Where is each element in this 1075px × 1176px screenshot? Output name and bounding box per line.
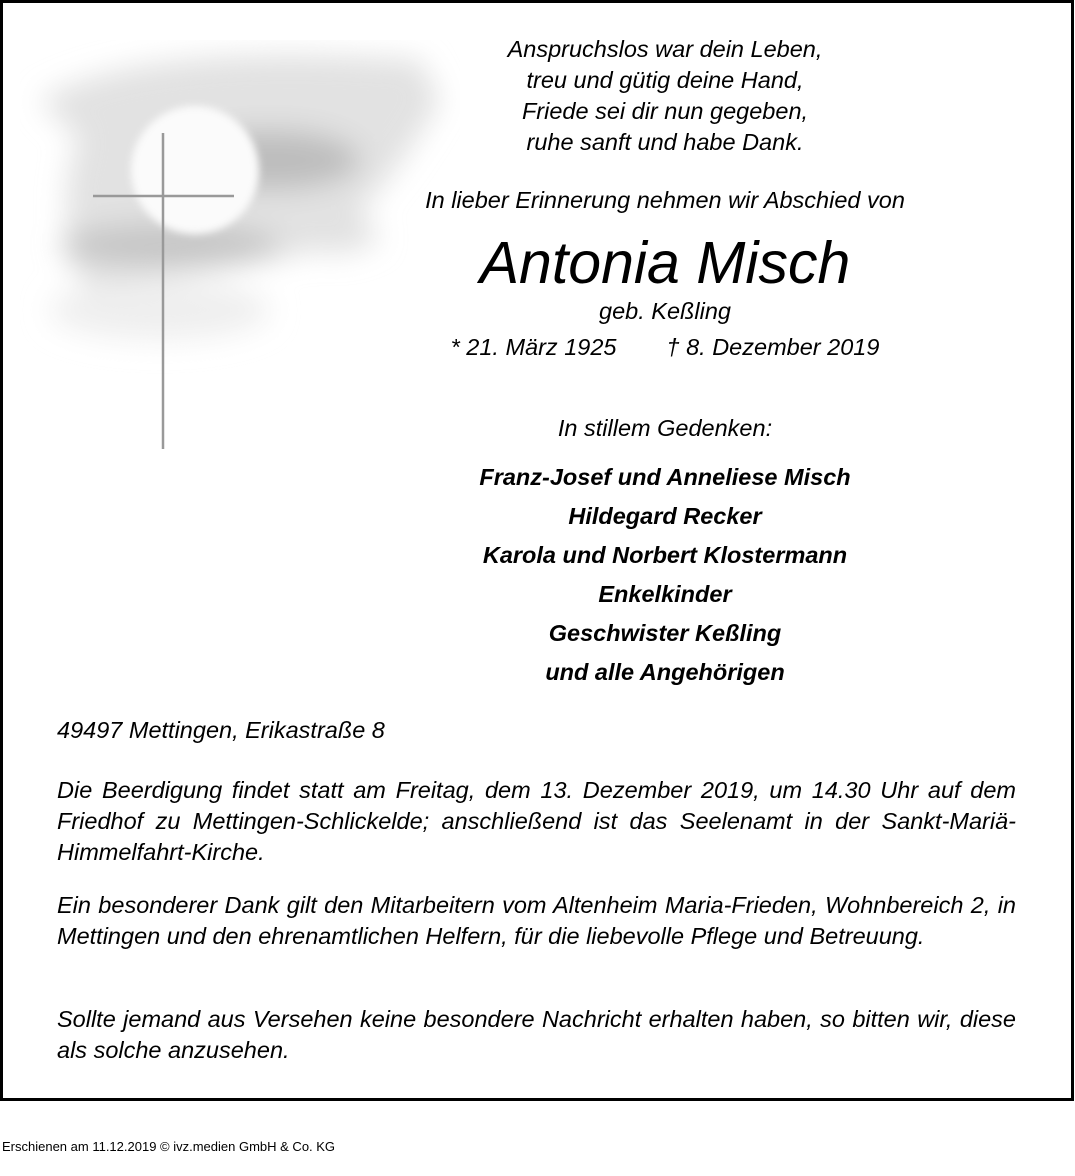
- mourner: Franz-Josef und Anneliese Misch: [479, 464, 851, 490]
- moon: [131, 106, 259, 234]
- mourners-list: [300, 458, 1030, 692]
- mourner: und alle Angehörigen: [545, 659, 785, 685]
- poem-line: Friede sei dir nun gegeben,: [521, 98, 809, 124]
- poem: [300, 34, 1030, 158]
- intro-text: In lieber Erinnerung nehmen wir Abschied von: [425, 187, 905, 213]
- poem-line: Anspruchslos war dein Leben,: [507, 36, 823, 62]
- mourner: Karola und Norbert Klostermann: [482, 542, 848, 568]
- notice-text: Sollte jemand aus Versehen keine besondere Nachricht erhalten haben, so bitten wir, diese als solche anzusehen.: [57, 1006, 1016, 1063]
- funeral-info: Die Beerdigung findet statt am Freitag, dem 13. Dezember 2019, um 14.30 Uhr auf dem Friedhof zu Mettingen-Schlickelde; anschließend ist das Seelenamt in der Sankt-Mariä-Himmelfahrt-Kirche.: [57, 777, 1016, 865]
- deceased-name: Antonia Misch: [479, 230, 851, 296]
- poem-line: ruhe sanft und habe Dank.: [526, 129, 804, 155]
- death-date: † 8. Dezember 2019: [666, 334, 880, 360]
- poem-line: treu und gütig deine Hand,: [526, 67, 804, 93]
- publication-footer: Erschienen am 11.12.2019 © ivz.medien GmbH & Co. KG: [2, 1139, 336, 1154]
- birth-date: * 21. März 1925: [450, 334, 617, 360]
- gedenken-label: In stillem Gedenken:: [557, 415, 773, 441]
- mourner: Enkelkinder: [598, 581, 732, 607]
- thanks-text: Ein besonderer Dank gilt den Mitarbeitern vom Altenheim Maria-Frieden, Wohnbereich 2, in Mettingen und den ehrenamtlichen Helfern, für die liebevolle Pflege und Betreuung.: [57, 892, 1016, 949]
- address: 49497 Mettingen, Erikastraße 8: [57, 717, 385, 743]
- mourner: Geschwister Keßling: [548, 620, 782, 646]
- mourner: Hildegard Recker: [568, 503, 762, 529]
- life-dates: [300, 334, 1030, 361]
- birth-name: geb. Keßling: [599, 298, 731, 324]
